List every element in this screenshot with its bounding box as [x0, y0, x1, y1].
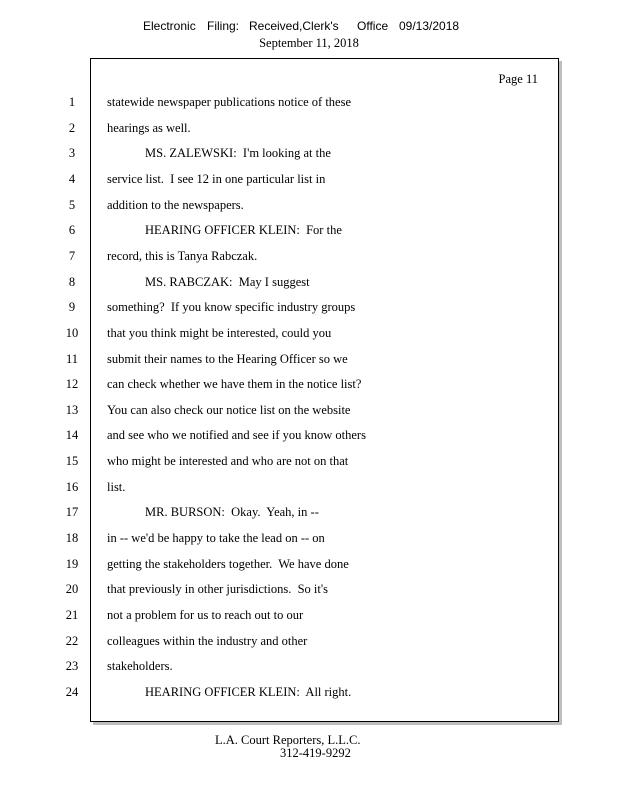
reporter-company: L.A. Court Reporters, L.L.C. — [215, 733, 361, 747]
line-number: 3 — [68, 146, 76, 160]
line-number: 14 — [65, 428, 79, 442]
line-text: MR. BURSON: Okay. Yeah, in -- — [145, 505, 319, 519]
line-number: 6 — [68, 223, 76, 237]
line-text: submit their names to the Hearing Officer so we — [107, 352, 348, 366]
line-number: 1 — [68, 95, 76, 109]
line-number: 12 — [65, 377, 79, 391]
line-text: addition to the newspapers. — [107, 198, 244, 212]
line-number: 10 — [65, 326, 79, 340]
line-number: 22 — [65, 634, 79, 648]
line-number: 11 — [65, 352, 79, 366]
line-text: record, this is Tanya Rabczak. — [107, 249, 258, 263]
line-number: 13 — [65, 403, 79, 417]
line-number: 4 — [68, 172, 76, 186]
line-number: 23 — [65, 659, 79, 673]
line-text: can check whether we have them in the notice list? — [107, 377, 362, 391]
stamp-word-filing: Filing: — [207, 19, 240, 33]
line-number: 2 — [68, 121, 76, 135]
line-number: 9 — [68, 300, 76, 314]
line-number: 5 — [68, 198, 76, 212]
line-number: 18 — [65, 531, 79, 545]
stamp-date: 09/13/2018 — [399, 19, 460, 33]
line-text: that you think might be interested, could you — [107, 326, 332, 340]
line-text: who might be interested and who are not on that — [107, 454, 349, 468]
line-text: in -- we'd be happy to take the lead on -- on — [107, 531, 325, 545]
line-text: HEARING OFFICER KLEIN: All right. — [145, 685, 352, 699]
line-text: and see who we notified and see if you know others — [107, 428, 366, 442]
line-text: stakeholders. — [107, 659, 173, 673]
line-text: hearings as well. — [107, 121, 191, 135]
line-text: getting the stakeholders together. We have done — [107, 557, 349, 571]
stamp-word-office: Office — [357, 19, 389, 33]
line-number: 19 — [65, 557, 79, 571]
line-number: 16 — [65, 480, 79, 494]
stamp-word-received: Received,Clerk's — [249, 19, 339, 33]
line-number: 17 — [65, 505, 79, 519]
line-text: that previously in other jurisdictions. So it's — [107, 582, 328, 596]
stamp-word-electronic: Electronic — [143, 19, 196, 33]
line-number: 20 — [65, 582, 79, 596]
hearing-date: September 11, 2018 — [259, 36, 359, 50]
line-text: something? If you know specific industry groups — [107, 300, 356, 314]
line-text: colleagues within the industry and other — [107, 634, 308, 648]
line-number: 21 — [65, 608, 79, 622]
line-number: 8 — [68, 275, 76, 289]
line-number: 15 — [65, 454, 79, 468]
line-text: not a problem for us to reach out to our — [107, 608, 304, 622]
line-text: You can also check our notice list on the website — [107, 403, 351, 417]
line-number: 24 — [65, 685, 79, 699]
line-text: MS. RABCZAK: May I suggest — [145, 275, 310, 289]
line-text: service list. I see 12 in one particular list in — [107, 172, 326, 186]
line-text: statewide newspaper publications notice of these — [107, 95, 352, 109]
page-number: Page 11 — [498, 72, 538, 86]
line-text: HEARING OFFICER KLEIN: For the — [145, 223, 342, 237]
line-text: MS. ZALEWSKI: I'm looking at the — [145, 146, 331, 160]
reporter-phone: 312-419-9292 — [280, 746, 351, 760]
line-number: 7 — [68, 249, 76, 263]
line-text: list. — [107, 480, 126, 494]
